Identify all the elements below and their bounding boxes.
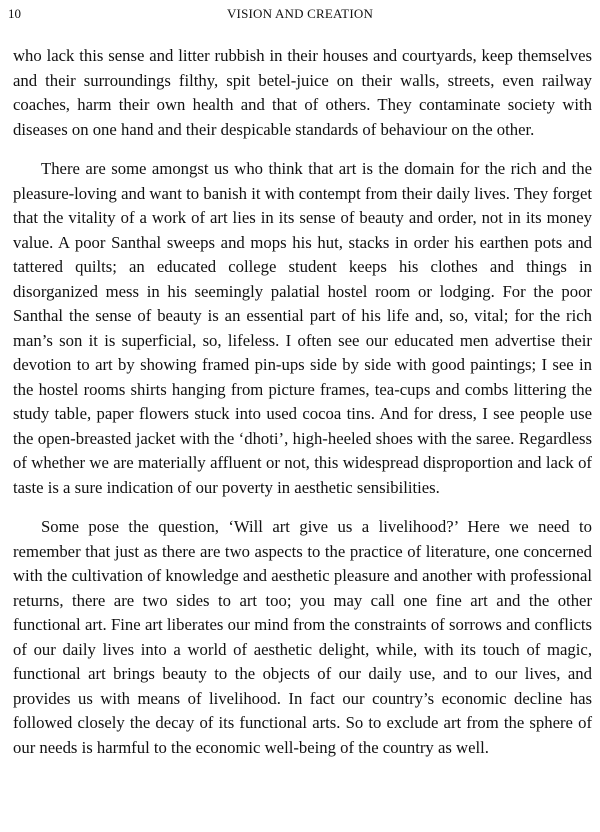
page-header [0, 6, 600, 22]
page-number: 10 [8, 6, 21, 21]
body-text [13, 44, 592, 760]
paragraph-art-livelihood: Some pose the question, ‘Will art give us a livelihood?’ Here we need to remember that just as there are two aspects to the practice of literature, one concerned with the cultivation of knowledge and aesthetic pleasure and another with professional returns, there are two sides to art too; you may call one fine art and the other functional art. Fine art liberates our mind from the constraints of sorrows and conflicts of our daily lives into a world of aesthetic delight, while, with its touch of magic, functional art brings beauty to the objects of our daily use, and to our lives, and provides us with means of livelihood. In fact our country’s economic decline has followed closely the decay of its functional arts. So to exclude art from the sphere of our needs is harmful to the economic well-being of the country as well. [13, 517, 592, 757]
paragraph-art-domain: There are some amongst us who think that art is the domain for the rich and the pleasure-loving and want to banish it with contempt from their daily lives. They forget that the vitality of a work of art lies in its sense of beauty and order, not in its money value. A poor Santhal sweeps and mops his hut, stacks in order his earthen pots and tattered quilts; an educated college student keeps his clothes and things in disorganized mess in his seemingly palatial hostel room or lodging. For the poor Santhal the sense of beauty is an essential part of his life and, so, vital; for the rich man’s son it is superficial, so, lifeless. I often see our educated men advertise their devotion to art by showing framed pin-ups side by side with good paintings; I see in the hostel rooms shirts hanging from picture frames, tea-cups and combs littering the study table, paper flowers stuck into used cocoa tins. And for dress, I see people use the open-breasted jacket with the ‘dhoti’, high-heeled shoes with the saree. Regardless of whether we are materially affluent or not, this widespread disproportion and lack of taste is a sure indication of our poverty in aesthetic sensibilities. [13, 159, 592, 497]
paragraph-continued: who lack this sense and litter rubbish in their houses and courtyards, keep themselves and their surroundings filthy, spit betel-juice on their walls, streets, even railway coaches, harm their own health and that of others. They contaminate society with diseases on one hand and their despicable standards of behaviour on the other. [13, 46, 592, 139]
running-title: VISION AND CREATION [226, 6, 374, 21]
